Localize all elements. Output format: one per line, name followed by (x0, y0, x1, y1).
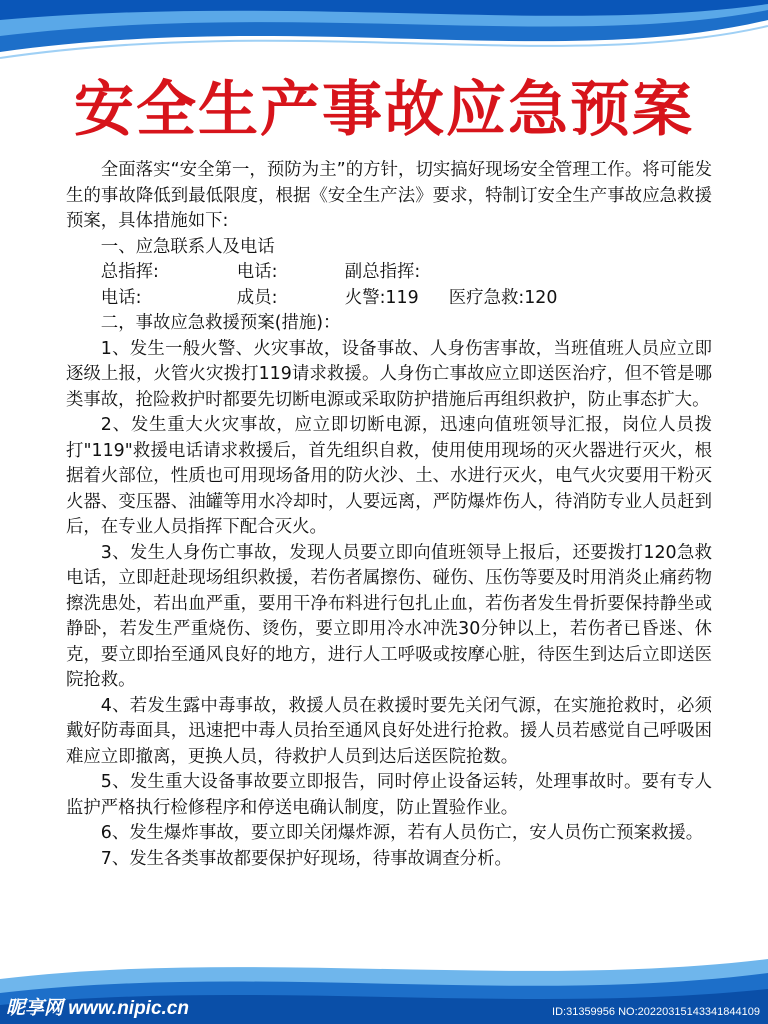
top-wave-decoration (0, 0, 768, 80)
contacts-row-2 (66, 286, 712, 312)
contact-medical-emergency: 医疗急救:120 (448, 287, 558, 308)
watermark-site: 昵享网 www.nipic.cn (6, 998, 189, 1019)
plan-item-4: 4、若发生露中毒事故，救援人员在救援时要先关闭气源，在实施抢救时，必须戴好防毒面具，迅速把中毒人员抬至通风良好处进行抢救。援人员若感觉自己呼吸困难应立即撤离，更换人员，待救护人员到达后送医院抢数。 (66, 695, 712, 767)
contact-label-members: 成员: (236, 287, 278, 308)
contact-label-phone-2: 电话: (100, 287, 142, 308)
plan-item-6: 6、发生爆炸事故，要立即关闭爆炸源，若有人员伤亡，安人员伤亡预案救援。 (100, 823, 704, 843)
contacts-row-1 (66, 260, 712, 286)
plan-item-1: 1、发生一般火警、火灾事故，设备事故、人身伤害事故，当班值班人员应立即逐级上报，火管火灾拨打119请求救援。人身伤亡事故应立即送医治疗，但不管是哪类事故，抢险救护时都要先切断电源或采取防护措施后再组织救护，防止事态扩大。 (66, 338, 712, 410)
intro-paragraph: 全面落实“安全第一，预防为主”的方针，切实搞好现场安全管理工作。将可能发生的事故降低到最低限度，根据《安全生产法》要求，特制订安全生产事故应急救援预案，具体措施如下: (66, 160, 712, 231)
page-title: 安全生产事故应急预案 (74, 75, 694, 145)
section-heading-plan: 二，事故应急救援预案(措施)： (100, 313, 341, 333)
contact-label-phone: 电话: (236, 262, 278, 282)
document-body (66, 158, 712, 872)
plan-item-5: 5、发生重大设备事故要立即报告，同时停止设备运转，处理事故时。要有专人监护严格执行检修程序和停送电确认制度，防止置验作业。 (66, 772, 712, 818)
watermark-id: ID:31359956 NO:20220315143341844109 (552, 1006, 760, 1018)
contact-label-deputy: 副总指挥: (344, 262, 421, 282)
contact-label-commander: 总指挥: (100, 262, 159, 282)
plan-item-3: 3、发生人身伤亡事故，发现人员要立即向值班领导上报后，还要拨打120急救电话，立即赶赴现场组织救援，若伤者属擦伤、碰伤、压伤等要及时用消炎止痛药物擦洗患处，若出血严重，要用干净布料进行包扎止血，若伤者发生骨折要保持静坐或静卧，若发生严重烧伤、烫伤，要立即用冷水冲洗30分钟以上，若伤者已昏迷、休克，要立即抬至通风良好的地方，进行人工呼吸或按摩心脏，待医生到达后立即送医院抢救。 (66, 542, 712, 690)
plan-item-2: 2、发生重大火灾事故，应立即切断电源，迅速向值班领导汇报，岗位人员拨打"119"救援电话请求救援后，首先组织自救，使用使用现场的灭火器进行灭火，根据着火部位，性质也可用现场备用的防火沙、土、水进行灭火，电气火灾要用干粉灭火器、变压器、油罐等用水冷却时，人要远离，严防爆炸伤人，待消防专业人员赶到后，在专业人员指挥下配合灭火。 (66, 415, 712, 537)
contact-fire-alarm: 火警:119 (344, 287, 419, 308)
section-heading-contacts: 一、应急联系人及电话 (100, 236, 275, 257)
plan-item-7: 7、发生各类事故都要保护好现场，待事故调查分析。 (100, 848, 512, 869)
